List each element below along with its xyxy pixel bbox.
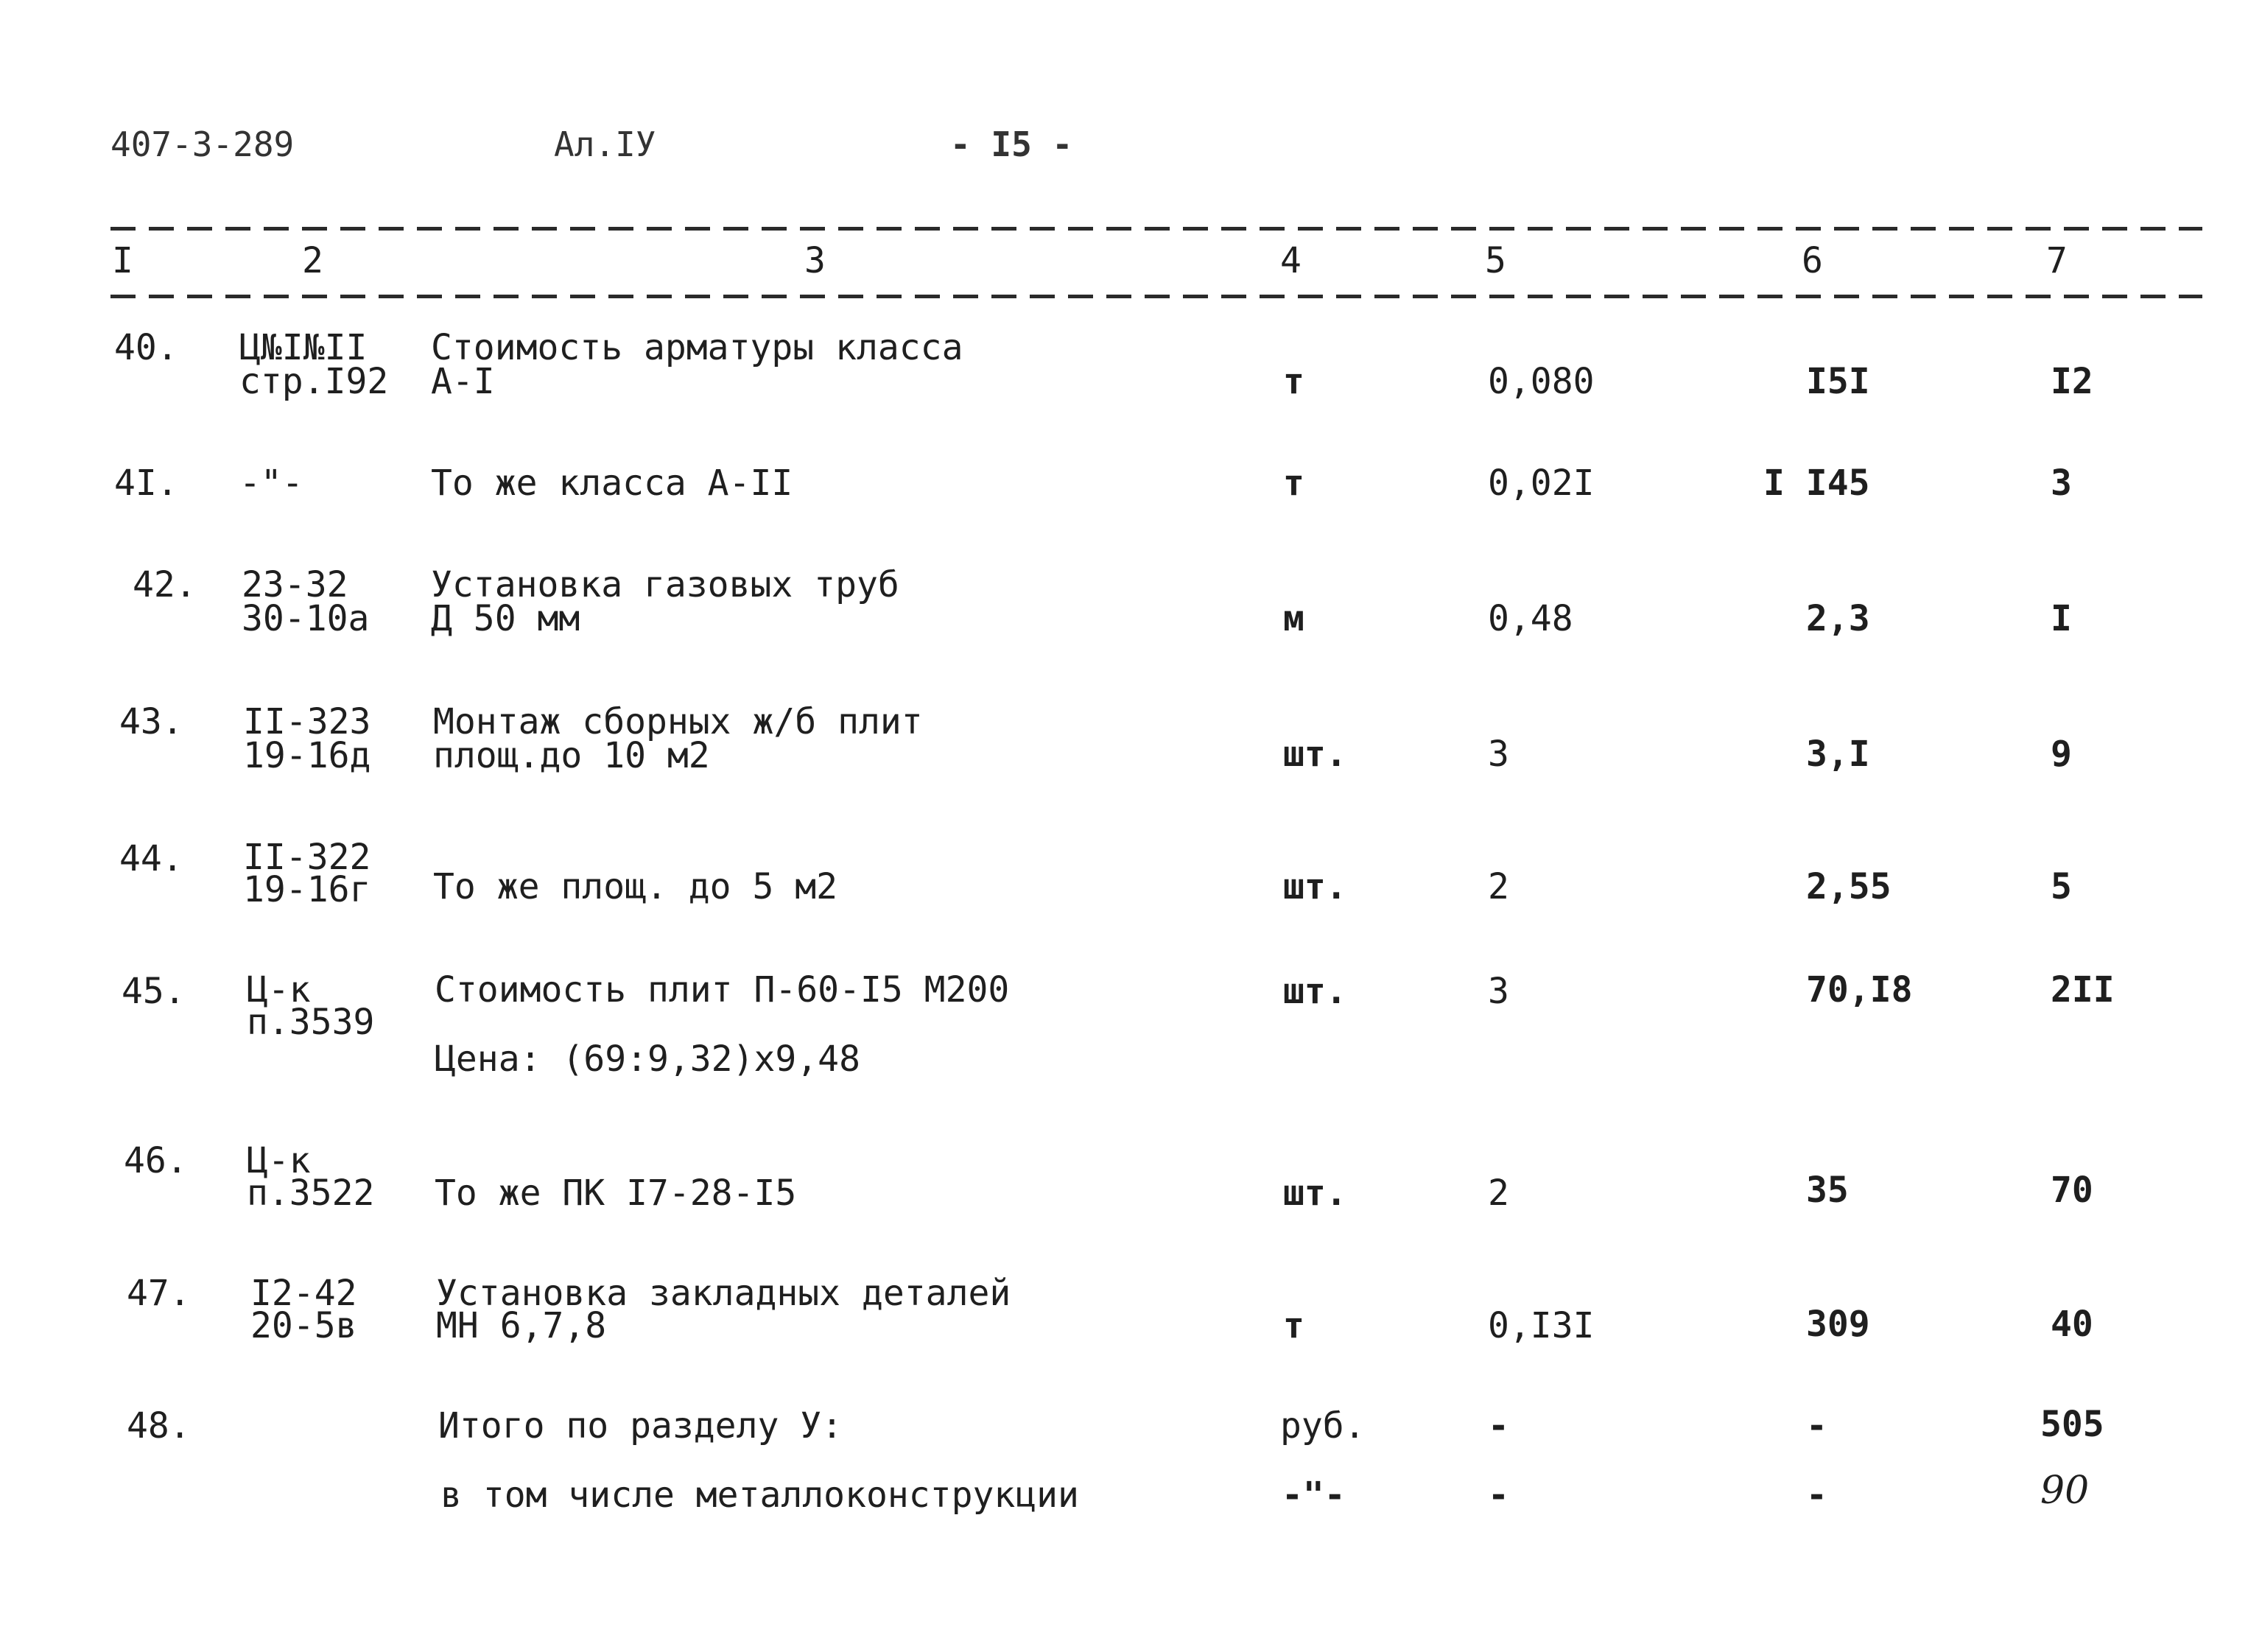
description: Монтаж сборных ж/б плит <box>433 701 923 742</box>
description: Стоимость плит П-60-I5 М200 <box>435 969 1010 1010</box>
description: Установка закладных деталей <box>436 1273 1011 1314</box>
unit: м <box>1283 598 1304 639</box>
quantity: 0,080 <box>1488 361 1595 402</box>
reference-code: Ц-к <box>247 969 311 1010</box>
quantity: 2 <box>1488 866 1509 907</box>
page-number: - I5 - <box>950 124 1073 164</box>
column-header-1: I <box>112 240 133 281</box>
header-bottom-rule <box>110 295 2202 298</box>
unit-price: 70,I8 <box>1806 969 1913 1010</box>
column-header-6: 6 <box>1802 240 1823 281</box>
column-header-5: 5 <box>1485 240 1506 281</box>
description: в том числе металлоконструкции <box>440 1475 1079 1516</box>
unit-price: 35 <box>1806 1170 1849 1211</box>
reference-code: Ц№I№II <box>239 327 368 368</box>
row-number: 4I. <box>114 463 178 504</box>
total-cost: 2II <box>2051 969 2115 1010</box>
unit: шт. <box>1283 866 1347 907</box>
description: Стоимость арматуры класса <box>431 327 963 368</box>
row-number: 43. <box>119 701 183 742</box>
total-cost: I2 <box>2051 361 2093 402</box>
row-number: 40. <box>114 327 178 368</box>
price-formula: Цена: (69:9,32)х9,48 <box>435 1038 860 1080</box>
description: Д 50 мм <box>431 598 580 639</box>
total-cost: 3 <box>2051 463 2072 504</box>
doc-code: 407-3-289 <box>110 124 295 164</box>
quantity: - <box>1488 1405 1509 1447</box>
reference-code: 19-16г <box>243 869 371 910</box>
reference-code: 20-5в <box>250 1305 357 1346</box>
quantity: 3 <box>1488 734 1509 775</box>
description: МН 6,7,8 <box>436 1305 607 1346</box>
unit-price: I I45 <box>1763 463 1870 504</box>
unit: -"- <box>1282 1475 1346 1516</box>
quantity: 0,48 <box>1488 598 1573 639</box>
row-number: 46. <box>124 1140 188 1181</box>
quantity: - <box>1488 1475 1509 1516</box>
description: площ.до 10 м2 <box>433 735 710 776</box>
reference-code: 23-32 <box>242 564 348 605</box>
reference-code: 30-10а <box>242 598 370 639</box>
row-number: 47. <box>127 1273 191 1314</box>
unit-price: 309 <box>1806 1304 1870 1345</box>
unit-price: 2,55 <box>1806 866 1892 907</box>
total-cost: 40 <box>2051 1304 2093 1345</box>
unit-price: 3,I <box>1806 734 1870 775</box>
unit: шт. <box>1283 1173 1347 1214</box>
row-number: 44. <box>119 838 183 879</box>
reference-code: стр.I92 <box>239 361 389 402</box>
unit: т <box>1283 1305 1304 1346</box>
unit-price: 2,3 <box>1806 598 1870 639</box>
reference-code: II-322 <box>243 837 371 878</box>
row-number: 42. <box>133 564 197 605</box>
total-cost: 505 <box>2040 1404 2104 1445</box>
description: Итого по разделу У: <box>438 1405 843 1447</box>
unit: руб. <box>1280 1405 1366 1447</box>
reference-code: Ц-к <box>247 1140 311 1181</box>
quantity: 0,I3I <box>1488 1305 1595 1346</box>
description: То же площ. до 5 м2 <box>433 866 838 907</box>
row-number: 45. <box>122 971 186 1012</box>
unit: шт. <box>1283 971 1347 1012</box>
column-header-2: 2 <box>302 240 323 281</box>
row-number: 48. <box>127 1405 191 1447</box>
quantity: 0,02I <box>1488 463 1595 504</box>
column-header-3: 3 <box>804 240 826 281</box>
header-top-rule <box>110 227 2202 231</box>
description: А-I <box>431 361 495 402</box>
column-header-4: 4 <box>1280 240 1302 281</box>
unit-price: - <box>1806 1475 1827 1516</box>
reference-code: -"- <box>239 463 303 504</box>
unit-price: - <box>1806 1405 1827 1447</box>
total-cost: 70 <box>2051 1170 2093 1211</box>
reference-code: п.3522 <box>247 1173 375 1214</box>
handwritten-total: 90 <box>2040 1469 2090 1513</box>
quantity: 2 <box>1488 1173 1509 1214</box>
quantity: 3 <box>1488 971 1509 1012</box>
unit: шт. <box>1283 734 1347 775</box>
reference-code: п.3539 <box>247 1002 375 1043</box>
description: Установка газовых труб <box>431 564 899 605</box>
total-cost: 5 <box>2051 866 2072 907</box>
column-header-7: 7 <box>2046 240 2068 281</box>
total-cost: 9 <box>2051 734 2072 775</box>
description: То же класса А-II <box>431 463 793 504</box>
description: То же ПК I7-28-I5 <box>435 1173 797 1214</box>
unit-price: I5I <box>1806 361 1870 402</box>
unit: т <box>1283 463 1304 504</box>
total-cost: I <box>2051 598 2072 639</box>
unit: т <box>1283 361 1304 402</box>
reference-code: I2-42 <box>250 1273 357 1314</box>
album-label: Ал.IУ <box>554 124 656 164</box>
reference-code: II-323 <box>243 701 371 742</box>
reference-code: 19-16д <box>243 735 371 776</box>
